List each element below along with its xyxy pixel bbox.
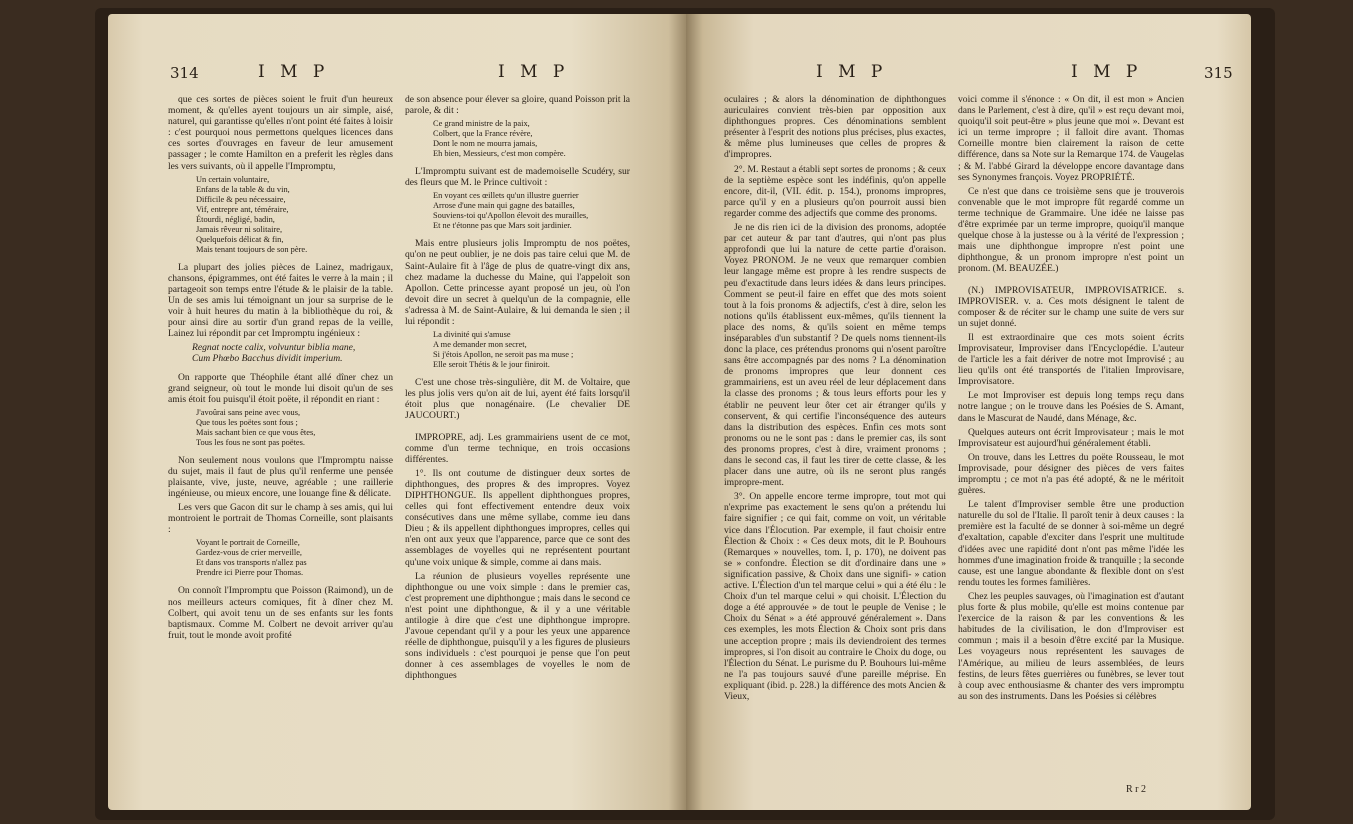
verse-line: J'avoûrai sans peine avec vous, [196, 407, 301, 417]
running-head: I M P [498, 62, 570, 82]
spacer [405, 425, 630, 432]
spacer [405, 231, 630, 238]
paragraph: que ces sortes de pièces soient le fruit d'un heureux moment, & qu'elles ayent toujours un air simple, aisé, naturel, qui garantisse qu'elles n'ont point été faites à loisir : c'est pourquoi nous permettons quelques licences dans ces sortes d'ouvrages en faveur de leur amusement passager ; le comte Hamilton en a preferit les règles dans les vers suivants, où il appelle l'Impromptu, [168, 94, 393, 172]
verse-line: Si j'étois Apollon, ne seroit pas ma muse ; [433, 350, 574, 360]
verse-line: Souviens-toi qu'Apollon élevoit des murailles, [433, 211, 589, 221]
paragraph: Mais entre plusieurs jolis Impromptu de nos poëtes, qu'on ne peut oublier, je ne dois pas taire celui que M. de Saint-Aulaire fit à l'âge de plus de quatre-vingt dix ans, chez madame la duchesse du Maine, qui l'appeloit son Apollon. Cette princesse ayant proposé un jeu, où l'on devoit dire un secret à quelqu'un de la compagnie, elle s'adressa à M. de Saint-Aulaire, & lui demanda le sien ; il lui répondit : [405, 238, 630, 328]
paragraph: Les vers que Gacon dit sur le champ à ses amis, qui lui montroient le portrait de Thomas Corneille, sont plaisants : [168, 502, 393, 536]
spacer [405, 159, 630, 166]
spacer [405, 370, 630, 377]
verse-line: Elle seroit Thétis & le jour finiroit. [433, 360, 550, 370]
paragraph: On rapporte que Théophile étant allé dîner chez un grand seigneur, où tout le monde lui disoit qu'un de ses amis étoit fou puisqu'il étoit poëte, il répondit en riant : [168, 371, 393, 405]
paragraph: voici comme il s'énonce : « On dit, il est mon » Ancien dans le Parlement, c'est à dire, qu'il » est reçu devant moi, quoiqu'il soit peut-être » plus jeune que moi ». Devant est ici un terme impropre ; il falloit dire avant. Thomas Corneille montre bien clairement la raison de cette différence, dans sa Note sur la Remarque 174. de Vaugelas ; & M. l'abbé Girard la développe encore davantage dans ses Synonymes françois. Voyez PROPRIÉTÉ. [958, 94, 1184, 183]
right-page [686, 14, 1251, 810]
verse-line: Étourdi, négligé, badin, [196, 214, 275, 224]
verse-line: Ce grand ministre de la paix, [433, 119, 530, 129]
latin-verse-line: Regnat nocte calix, volvuntur biblia mane, [192, 342, 356, 354]
page-number: 315 [1204, 64, 1233, 82]
verse-line: Difficile & peu nécessaire, [196, 194, 286, 204]
verse-line: Et dans vos transports n'allez pas [196, 558, 307, 568]
paragraph: IMPROPRE, adj. Les grammairiens usent de ce mot, comme d'un terme technique, en trois occasions différentes. [405, 431, 630, 465]
verse-line: A me demander mon secret, [433, 340, 527, 350]
verse-line: Et ne t'étonne pas que Mars soit jardinier. [433, 221, 572, 231]
spacer [168, 255, 393, 262]
spacer [168, 448, 393, 455]
paragraph: Le talent d'Improviser semble être une production naturelle du sol de l'Italie. Il paroît tenir à deux causes : la première est la faculté de se donner à soi-même un degré d'exaltation, capable d'exciter dans l'esprit une multitude d'idées avec une rapidité dont n'ont pas même l'idée les hommes d'une imagination froide & tranquille ; la seconde cause, est une langue abondante & flexible dont on s'est rendu toutes les formes familières. [958, 499, 1184, 588]
paragraph: Quelques auteurs ont écrit Improvisateur ; mais le mot Improvisateur est aujourd'hui généralement établi. [958, 426, 1184, 449]
verse-line: Enfans de la table & du vin, [196, 184, 290, 194]
verse-line: Dont le nom ne mourra jamais, [433, 139, 538, 149]
verse-line: La divinité qui s'amuse [433, 330, 511, 340]
verse-line: Jamais rêveur ni solitaire, [196, 224, 283, 234]
verse-line: Prendre ici Pierre pour Thomas. [196, 568, 304, 578]
verse-line: Mais tenant toujours de son père. [196, 244, 308, 254]
text-column-1 [168, 94, 393, 644]
latin-verse-line: Cum Phœbo Bacchus dividit imperium. [192, 353, 343, 365]
paragraph: Ce n'est que dans ce troisième sens que je trouverois convenable que le mot impropre fût regardé comme un terme technique de Grammaire. Une idée ne laisse pas d'être exprimée par un terme impropre, quoiqu'il manque quelque chose à la justesse ou à la vérité de l'expression ; mais une diphthongue impropre n'est point une diphthongue, & un pronom impropre n'est point un pronom. (M. BEAUZÉE.) [958, 185, 1184, 275]
signature-mark: R r 2 [1126, 784, 1146, 795]
running-head: I M P [258, 62, 330, 82]
paragraph: 2°. M. Restaut a établi sept sortes de pronoms ; & ceux de la septième espèce sont les indéfinis, qu'on appelle encore, dit-il, (VII. édit. p. 154.), pronoms impropres, parce qu'il y en a plusieurs qu'on pourroit aussi bien regarder comme des adjectifs que comme des pronoms. [724, 163, 946, 219]
verse-line: Eh bien, Messieurs, c'est mon compère. [433, 149, 566, 159]
verse-line: Vif, entrepre ant, téméraire, [196, 204, 289, 214]
verse-line: Gardez-vous de crier merveille, [196, 548, 303, 558]
paragraph: L'Impromptu suivant est de mademoiselle Scudéry, sur des fleurs que M. le Prince cultivoit : [405, 166, 630, 189]
paragraph: Je ne dis rien ici de la division des pronoms, adoptée par cet auteur & par tant d'autres, qui n'ont pas plus approfondi que lui la nature de cette partie d'oraison. Voyez PRONOM. Je ne veux que remarquer combien leur langage même est propre à les rendre suspects de peu d'exactitude dans leurs idées & dans leurs principes. Comment se peut-il faire en effet que des mots soient tout à la fois pronoms & adjectifs, c'est à dire, selon les notions qu'ils établissent eux-mêmes, qu'ils tiennent la place des noms, & qu'ils soient en même temps inséparables d'un substantif ? De quels noms tiennent-ils donc la place, ces prétendus pronoms qui n'osent paroître sans être accompagnés par des noms ? La dénomination de pronoms impropres que leur donnent ces grammairiens, est un aveu réel de leur déplacement dans la classe des pronoms ; & tous leurs efforts pour les y établir ne peuvent leur ôter cet air étranger qu'ils y conservent, & qui certifie l'inconséquence des auteurs dans la distribution des espèces. Enfin ces mots sont pronoms ou ne le sont pas : dans le premier cas, ils sont des pronoms propres, c'est à dire, vraiment pronoms ; dans le second cas, il faut les tirer de cette classe, & les placer dans une autre, où ils ne seront plus rangés impropre-ment. [724, 222, 946, 489]
text-column-2 [958, 94, 1184, 705]
paragraph: La plupart des jolies pièces de Lainez, madrigaux, chansons, épigrammes, ont été faites le verre à la main ; il partageoit son temps entre l'étude & le plaisir de la table. Un de ses amis lui témoignant un jour sa surprise de le voir à huit heures du matin à la bibliothèque du roi, & pour ainsi dire au sortir d'un grand repas de la veille, Lainez lui répondit par cet Impromptu ingénieux : [168, 261, 393, 340]
verse-line: Colbert, que la France révère, [433, 129, 533, 139]
verse-line: Tous les fous ne sont pas poëtes. [196, 437, 305, 447]
paragraph: On trouve, dans les Lettres du poëte Rousseau, le mot Improvisade, pour désigner des pièces de vers faites impromptu ; ce mot n'a pas été adopté, & ne le méritoit guères. [958, 451, 1184, 497]
left-page [108, 14, 686, 810]
verse-line: Voyant le portrait de Corneille, [196, 538, 300, 548]
text-column-1 [724, 94, 946, 705]
paragraph: Non seulement nous voulons que l'Impromptu naisse du sujet, mais il faut de plus qu'il renferme une pensée plaisante, vive, juste, neuve, agréable ; une raillerie ingénieuse, ou mieux encore, une louange fine & délicate. [168, 454, 393, 500]
paragraph: de son absence pour élever sa gloire, quand Poisson prit la parole, & dit : [405, 94, 630, 117]
spacer [958, 278, 1184, 285]
paragraph: 1°. Ils ont coutume de distinguer deux sortes de diphthongues, des propres & des impropres. Voyez DIPHTHONGUE. Ils appellent diphthongues propres, celles qui font effectivement entendre deux voix consécutives dans une même syllabe, comme ieu dans Dieu ; & ils appellent diphthongues impropres, celles qui n'en ont aux yeux que l'apparence, parce que ce sont des assemblages de voyelles qui ne représentent pourtant qu'une voix unique & simple, comme ai dans mais. [405, 467, 630, 568]
paragraph: La réunion de plusieurs voyelles représente une diphthongue ou une voix simple : dans le premier cas, c'est proprement une diphthongue ; mais dans le second ce n'est point une diphthongue, & il y a une véritable antilogie à dire que c'est une diphthongue impropre. J'avoue cependant qu'il y a pour les yeux une apparence réelle de diphthongue, puisqu'il y a les figures de plusieurs sons individuels : c'est pourquoi je pense que l'on peut donner à ces assemblages de voyelles le nom de diphthongues [405, 570, 630, 682]
spacer [168, 365, 393, 372]
paragraph: 3°. On appelle encore terme impropre, tout mot qui n'exprime pas exactement le sens qu'on a prétendu lui faire signifier ; ce qui fait, comme on voit, un véritable vice dans l'Élocution. Par exemple, il faut choisir entre Élection & Choix : « Ces deux mots, dit le P. Bouhours (Remarques » nouvelles, tom. I, p. 170), ne doivent pas se » confondre. Élection se dit d'ordinaire dans une » signification passive, & Choix dans une signifi- » cation active. L'Élection d'un tel marque celui » qui a été élu : le Choix d'un tel marque celui » qui choisit. L'Élection du doge a été approuvée » de tout le peuple de Venise ; le Choix du Sénat » a été approuvé généralement ». Dans ces exemples, les mots Élection & Choix sont pris dans une acception propre ; mais ils deviendroient des termes impropres, si l'on disoit au contraire le Choix du doge, ou l'Élection du Sénat. Le purisme du P. Bouhours lui-même ne l'a pas toujours sauvé d'une pareille méprise. En expliquant (ibid. p. 228.) la différence des mots Ancien & Vieux, [724, 491, 946, 702]
verse-line: En voyant ces œillets qu'un illustre guerrier [433, 191, 579, 201]
verse-line: Quelquefois délicat & fin, [196, 234, 284, 244]
paragraph: C'est une chose très-singulière, dit M. de Voltaire, que les plus jolis vers qu'on ait de lui, ayent été faits lorsqu'il étoit plus que nonagénaire. (Le chevalier DE JAUCOURT.) [405, 377, 630, 422]
verse-line: Un certain voluntaire, [196, 174, 270, 184]
paragraph: oculaires ; & alors la dénomination de diphthongues auriculaires convient très-bien par opposition aux diphthongues propres. Ces dénominations semblent présenter à l'esprit des notions plus précises, plus exactes, & même plus lumineuses que celles de propres & d'impropres. [724, 94, 946, 161]
paragraph: Le mot Improviser est depuis long temps reçu dans notre langue ; on le trouve dans les Poésies de S. Amant, dans le Mascurat de Naudé, dans Ménage, &c. [958, 390, 1184, 424]
paragraph: On connoît l'Impromptu que Poisson (Raimond), un de nos meilleurs acteurs comiques, fit à dîner chez M. Colbert, qui avoit tenu un de ses enfants sur les fonts baptismaux. Comme M. Colbert ne devoit arriver qu'au fruit, tout le monde avoit profité [168, 585, 393, 641]
paragraph: (N.) IMPROVISATEUR, IMPROVISATRICE. s. IMPROVISER. v. a. Ces mots désignent le talent de composer & de réciter sur le champ une suite de vers sur un sujet donné. [958, 284, 1184, 329]
page-number: 314 [170, 64, 199, 82]
paragraph: Chez les peuples sauvages, où l'imagination est d'autant plus forte & plus mobile, qu'elle est moins contenue par l'exercice de la raison & par les conventions & les habitudes de la civilisation, le don d'Improviser est commun ; mais il a besoin d'être excité par la Musique. Les voyageurs nous représentent les sauvages de l'Amérique, au milieu de leurs assemblées, de leurs festins, de leurs fêtes guerrières ou funèbres, se lever tout à coup avec enthousiasme & chanter des vers impromptu au son des instruments. Dans les Poésies si célèbres [958, 590, 1184, 702]
running-head: I M P [816, 62, 888, 82]
running-head: I M P [1071, 62, 1143, 82]
verse-line: Que tous les poëtes sont fous ; [196, 417, 298, 427]
text-column-2 [405, 94, 630, 685]
paragraph: Il est extraordinaire que ces mots soient écrits Improvisateur, Improviser dans l'Encyclopédie. L'auteur de l'article les a fait dériver de notre mot Improvisé ; au lieu qu'ils ont été transportés de l'italien Improvisare, Improvisatore. [958, 331, 1184, 388]
verse-line: Mais sachant bien ce que vous êtes, [196, 427, 316, 437]
verse-line: Arrose d'une main qui gagne des batailles, [433, 201, 575, 211]
spacer [168, 578, 393, 585]
